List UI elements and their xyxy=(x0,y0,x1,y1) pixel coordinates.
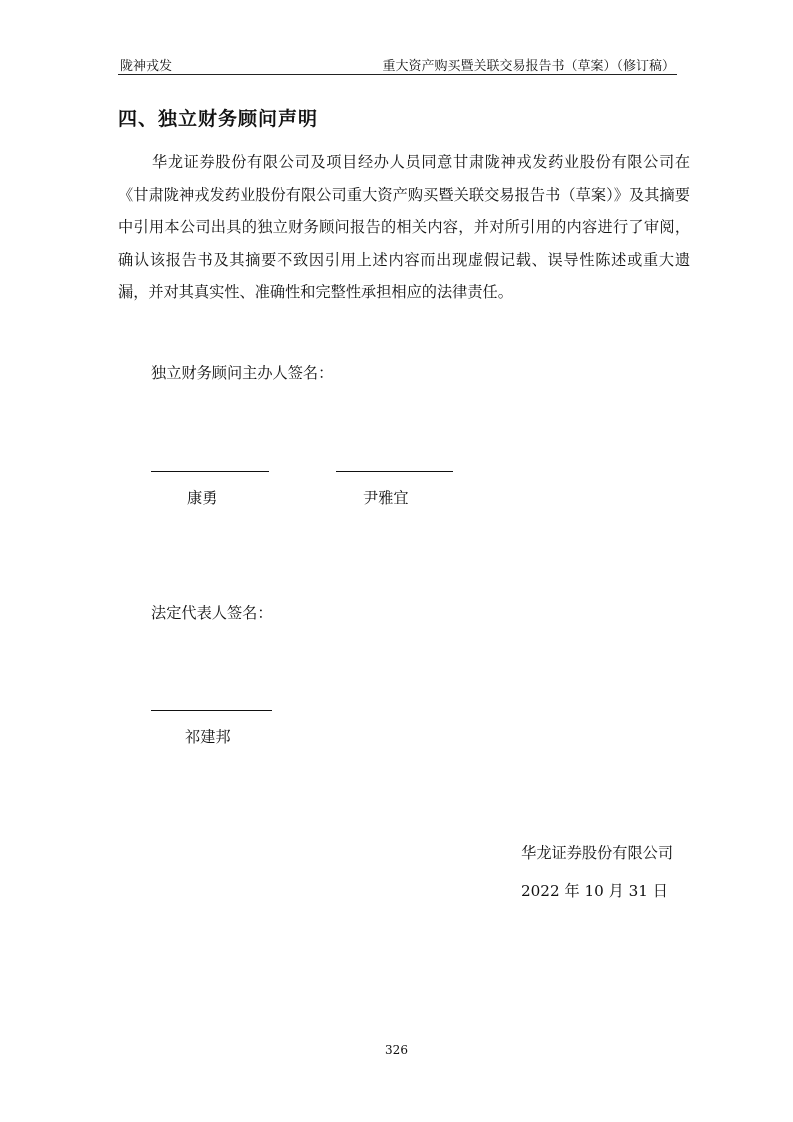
header-company: 陇神戎发 xyxy=(120,59,173,74)
section-title: 四、独立财务顾问声明 xyxy=(118,108,319,130)
advisor-name-1: 康勇 xyxy=(187,489,218,507)
statement-paragraph: 华龙证券股份有限公司及项目经办人员同意甘肃陇神戎发药业股份有限公司在《甘肃陇神戎发药业股份有限公司重大资产购买暨关联交易报告书（草案）》及其摘要中引用本公司出具的独立财务顾问报告的相关内容，并对所引用的内容进行了审阅，确认该报告书及其摘要不致因引用上述内容而出现虚假记载、误导性陈述或重大遗漏，并对其真实性、准确性和完整性承担相应的法律责任。 xyxy=(118,153,690,302)
signing-company: 华龙证券股份有限公司 xyxy=(521,844,673,862)
advisor-name-2: 尹雅宜 xyxy=(363,489,409,507)
legal-rep-signature-line xyxy=(151,710,272,711)
page-header xyxy=(118,52,677,75)
advisor-signature-label: 独立财务顾问主办人签名： xyxy=(151,364,334,382)
advisor-signature-line-2 xyxy=(336,471,453,472)
signing-date: 2022 年 10 月 31 日 xyxy=(520,882,668,900)
legal-rep-signature-label: 法定代表人签名： xyxy=(151,604,273,622)
page-number: 326 xyxy=(385,1043,408,1057)
header-document-title: 重大资产购买暨关联交易报告书（草案）（修订稿） xyxy=(382,59,675,74)
legal-rep-name: 祁建邦 xyxy=(185,728,231,746)
advisor-signature-line-1 xyxy=(151,471,269,472)
